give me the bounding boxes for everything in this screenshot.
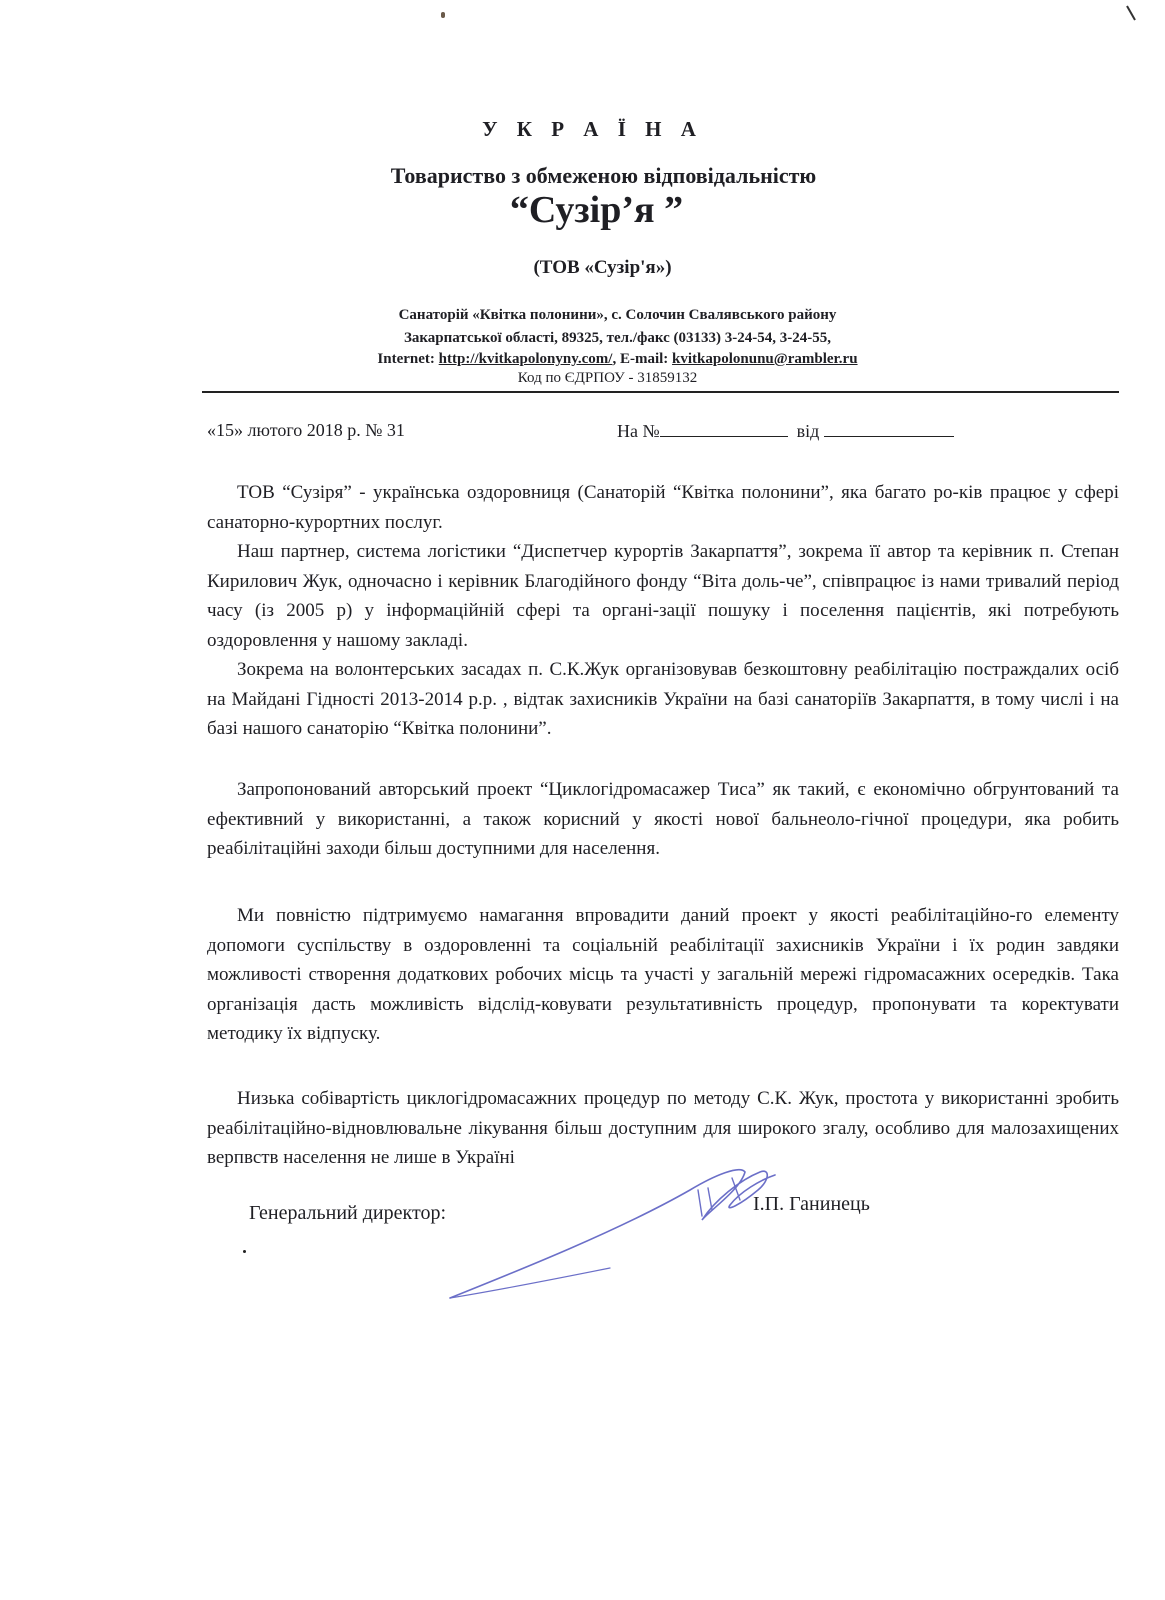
email-link: kvitkapolonunu@rambler.ru [672, 351, 858, 367]
vid-label: від [796, 421, 820, 441]
scan-edge-mark [1125, 4, 1165, 24]
address-line-1: Санаторій «Квітка полонини», с. Солочин Свалявського району [398, 307, 837, 323]
paragraph-6: Низька собівартість циклогідромасажних процедур по методу С.К. Жук, простота у використанні зробить реабілітаційно-відновлювальне лікування більш доступним для широкого згалу, особливо для малозахищених верпвств населення не лише в Україні [207, 1088, 1119, 1168]
letter-date-number: «15» лютого 2018 р. № 31 [207, 420, 405, 440]
website-link: http://kvitkapolonyny.com/ [438, 351, 613, 367]
organization-type: Товариство з обмеженою відповідальністю [390, 163, 817, 188]
handwritten-signature [440, 1150, 800, 1310]
paragraph-5: Ми повністю підтримуємо намагання впровадити даний проект у якості реабілітаційно-го елементу допомоги суспільству в оздоровленні та соціальній реабілітації захисників України і їх родин завдяки можливості створення додаткових робочих місць та участі у загальній мережі гідромасажних осередків. Така організація дасть можливість відслід-ковувати результативність процедур, пропонувати та коректувати методику їх відпуску. [207, 905, 1119, 1044]
edrpou-code: Код по ЄДРПОУ - 31859132 [517, 370, 698, 386]
address-line-2: Закарпатської області, 89325, тел./факс (03133) 3-24-54, 3-24-55, [403, 330, 832, 346]
vid-blank [824, 420, 954, 437]
na-blank [660, 420, 788, 437]
scan-dot [243, 1250, 246, 1253]
reference-fields [617, 420, 954, 442]
email-label: , E-mail: [612, 351, 673, 367]
paragraph-2: Наш партнер, система логістики “Диспетчер курортів Закарпаття”, зокрема її автор та керівник п. Степан Кирилович Жук, одночасно і керівник Благодійного фонду “Віта доль-че”, співпрацює із нами тривалий період часу (із 2005 р) у інформаційній сфері та органі-зації пошуку і поселення пацієнтів, які потребують оздоровлення у нашому закладі. [207, 541, 1119, 651]
country-heading: У К Р А Ї Н А [482, 117, 703, 141]
scan-speck [441, 12, 445, 18]
signatory-title: Генеральний директор: [249, 1202, 447, 1224]
paragraph-1: ТОВ “Сузіря” - українська оздоровниця (Санаторій “Квітка полонини”, яка багато ро-ків працює у сфері санаторно-курортних послуг. [207, 482, 1119, 533]
organization-abbreviation: (ТОВ «Сузір'я») [533, 257, 672, 278]
signatory-name: І.П. Ганинець [753, 1193, 870, 1215]
address-line-3 [0, 351, 1165, 368]
organization-name: “Сузір’я ” [509, 189, 684, 231]
header-divider [202, 391, 1119, 393]
paragraph-4: Запропонований авторський проект “Циклогідромасажер Тиса” як такий, є економічно обгрунтований та ефективний у використанні, а також корисний у якості нової бальнеоло-гічної процедури, яка робить реабілітаційні заходи більш доступними для населення. [207, 779, 1119, 859]
internet-label: Internet: [377, 351, 439, 367]
paragraph-3: Зокрема на волонтерських засадах п. С.К.Жук організовував безкоштовну реабілітацію постраждалих осіб на Майдані Гідності 2013-2014 р.р. , відтак захисників України на базі санаторіїв Закарпаття, в тому числі і на базі нашого санаторію “Квітка полонини”. [207, 659, 1119, 739]
na-label: На № [617, 421, 660, 441]
